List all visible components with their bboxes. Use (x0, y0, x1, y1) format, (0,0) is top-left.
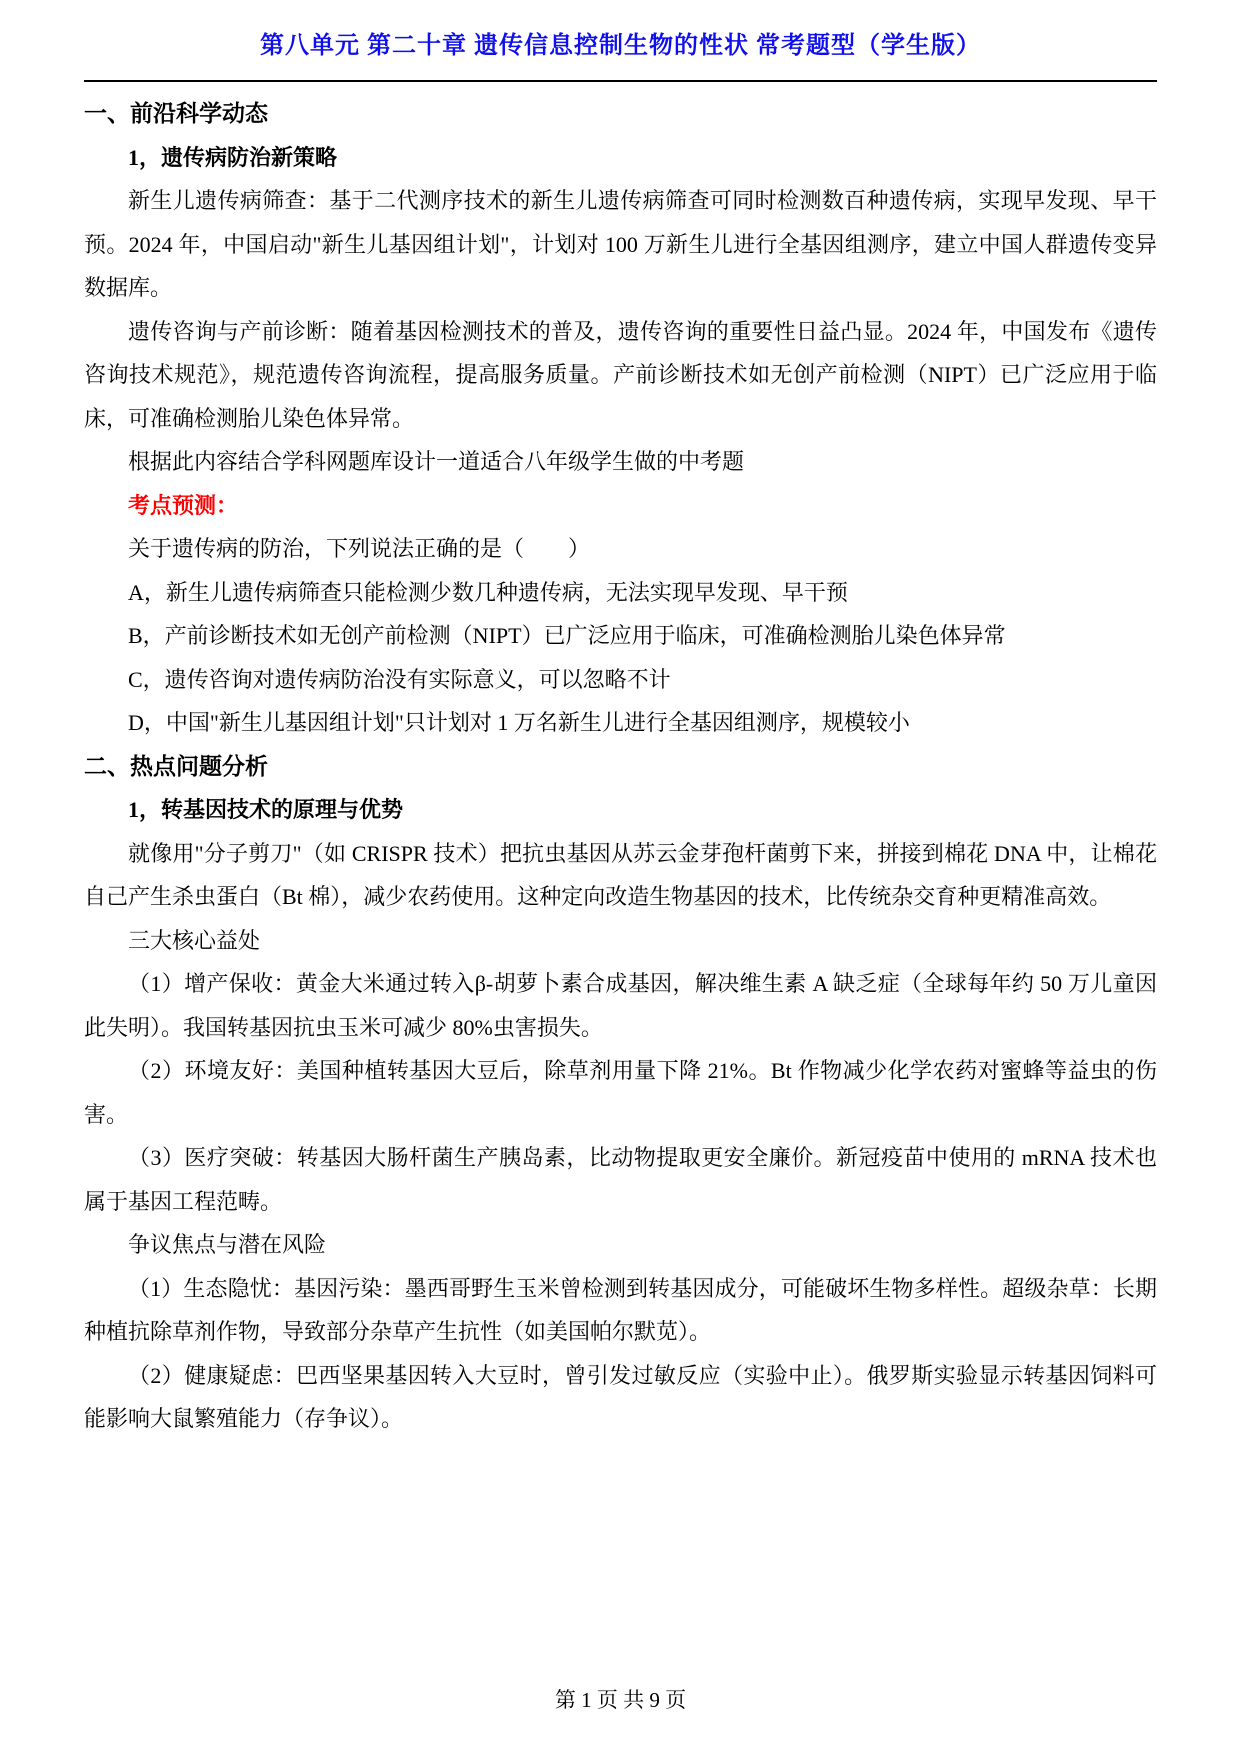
para-newborn-screening: 新生儿遗传病筛查：基于二代测序技术的新生儿遗传病筛查可同时检测数百种遗传病，实现早发现、早干预。2024 年，中国启动"新生儿基因组计划"，计划对 100 万新生儿进行全基因组测序，建立中国人群遗传变异数据库。 (84, 188, 1157, 300)
benefit-3-medical: （3）医疗突破：转基因大肠杆菌生产胰岛素，比动物提取更安全廉价。新冠疫苗中使用的 mRNA 技术也属于基因工程范畴。 (84, 1145, 1157, 1214)
risk-2-health: （2）健康疑虑：巴西坚果基因转入大豆时，曾引发过敏反应（实验中止）。俄罗斯实验显示转基因饲料可能影响大鼠繁殖能力（存争议）。 (84, 1362, 1157, 1431)
risks-heading: 争议焦点与潜在风险 (128, 1232, 327, 1257)
para-genetic-counseling: 遗传咨询与产前诊断：随着基因检测技术的普及，遗传咨询的重要性日益凸显。2024 年，中国发布《遗传咨询技术规范》，规范遗传咨询流程，提高服务质量。产前诊断技术如无创产前检测（NIPT）已广泛应用于临床，可准确检测胎儿染色体异常。 (84, 318, 1157, 431)
benefit-2-environment: （2）环境友好：美国种植转基因大豆后，除草剂用量下降 21%。Bt 作物减少化学农药对蜜蜂等益虫的伤害。 (84, 1058, 1157, 1127)
risk-1-ecology: （1）生态隐忧：基因污染：墨西哥野生玉米曾检测到转基因成分，可能破坏生物多样性。超级杂草：长期种植抗除草剂作物，导致部分杂草产生抗性（如美国帕尔默苋）。 (84, 1275, 1157, 1344)
title-divider (84, 80, 1157, 82)
document-body (84, 90, 1157, 1441)
benefits-heading: 三大核心益处 (128, 927, 261, 953)
option-c: C，遗传咨询对遗传病防治没有实际意义，可以忽略不计 (128, 666, 671, 692)
option-d: D，中国"新生儿基因组计划"只计划对 1 万名新生儿进行全基因组测序，规模较小 (128, 710, 910, 735)
option-a: A，新生儿遗传病筛查只能检测少数几种遗传病，无法实现早发现、早干预 (128, 579, 848, 605)
para-design-prompt: 根据此内容结合学科网题库设计一道适合八年级学生做的中考题 (128, 449, 745, 474)
page-number: 第 1 页 共 9 页 (554, 1688, 687, 1712)
option-b: B，产前诊断技术如无创产前检测（NIPT）已广泛应用于临床，可准确检测胎儿染色体异常 (128, 623, 1006, 648)
exam-point-label: 考点预测： (128, 492, 239, 518)
section-2-sub-heading: 1，转基因技术的原理与优势 (128, 797, 404, 822)
benefit-1-yield: （1）增产保收：黄金大米通过转入β-胡萝卜素合成基因，解决维生素 A 缺乏症（全球每年约 50 万儿童因此失明）。我国转基因抗虫玉米可减少 80%虫害损失。 (84, 971, 1157, 1040)
question-stem: 关于遗传病的防治，下列说法正确的是（ ） (128, 536, 591, 561)
para-transgenic-principle: 就像用"分子剪刀"（如 CRISPR 技术）把抗虫基因从苏云金芽孢杆菌剪下来，拼接到棉花 DNA 中，让棉花自己产生杀虫蛋白（Bt 棉），减少农药使用。这种定向改造生物基因的技术，比传统杂交育种更精准高效。 (84, 840, 1157, 909)
section-1-sub-heading: 1，遗传病防治新策略 (128, 144, 338, 170)
section-1-heading: 一、前沿科学动态 (84, 101, 268, 126)
document-title: 第八单元 第二十章 遗传信息控制生物的性状 常考题型（学生版） (260, 33, 981, 59)
section-2-heading: 二、热点问题分析 (84, 753, 268, 779)
